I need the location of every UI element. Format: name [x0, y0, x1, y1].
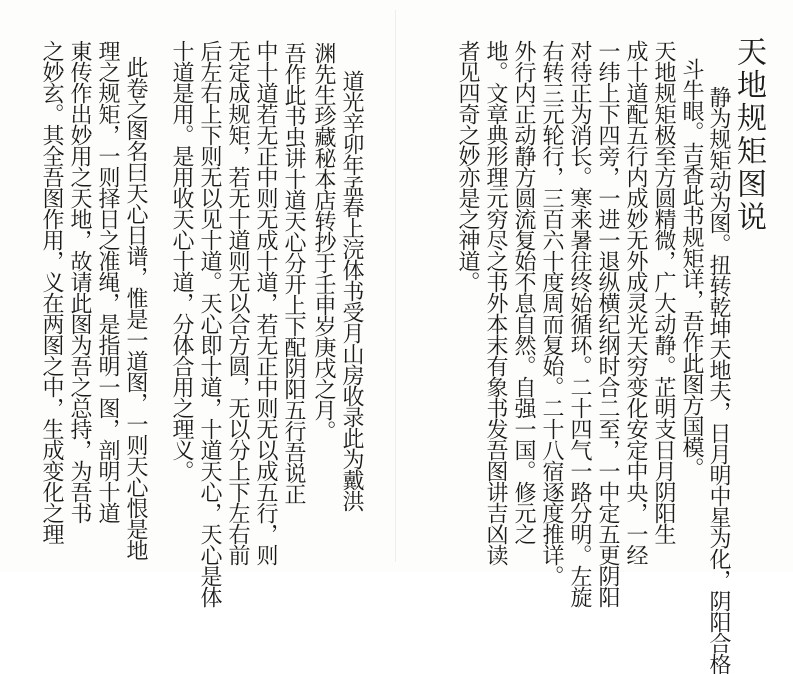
left-page-line-6: 后左右上下则无以见十道。天心即十道，十道天心，天心是体 — [197, 40, 222, 607]
right-page-line-1: 静为规矩动为图。扭转乾坤天地夫，日月明中星为化，阴阳合格 — [706, 86, 731, 674]
left-page-line-11: 之妙玄。其全吾图作用，义在两图之中，生成变化之理 — [39, 40, 64, 544]
left-page-line-4: 中十道若无正中则无成十道，若无正中则无以成五行，则 — [253, 40, 278, 565]
left-page-line-10: 東传作出妙用之天地，故请此图为吾之总持，为吾书 — [67, 40, 92, 523]
right-page-line-7: 右转三元轮行，三百六十度周而复始。二十八宿逐度推详。 — [539, 40, 564, 586]
right-page-line-10: 者见四奇之妙亦是之神道。 — [455, 40, 480, 292]
right-page-line-9: 地。文章典形理元穷尽之书外本末有象书发吾图讲吉凶读 — [483, 40, 508, 565]
right-page-line-8: 外行内正动静方圆流复始不息自然。自强一国。修元之 — [511, 40, 536, 544]
left-page-line-9: 理之规矩，一则择日之准绳，是指明一图，剖明十道 — [95, 40, 120, 523]
left-page-line-7: 十道是用。是用收天心十道，分体合用之理义。 — [169, 40, 194, 481]
page-fold-divider — [395, 10, 396, 562]
right-page-title: 天地规矩图说 — [731, 36, 766, 234]
left-page-line-1: 道光辛卯年孟春上浣体书受月山房收录此为戴洪 — [339, 70, 364, 511]
left-page-line-8: 此卷之图名曰天心日谱，惟是一道图，一则天心恨是地 — [123, 56, 148, 560]
right-page-line-4: 成十道配五行内成妙无外成灵光天穷变化安定中央，一经 — [623, 40, 648, 565]
right-page-line-5: 一纬上下四旁，一进一退纵横纪纲时合二至，一中定五更阴阳 — [595, 40, 620, 607]
left-page-line-5: 无定成规矩，若无十道则无以合方圆，无以分上下左右前 — [225, 40, 250, 565]
left-page-line-2: 渊先生珍藏秘本店转抄于壬申岁庚戌之月。 — [311, 42, 336, 441]
right-page-line-6: 对待正为消长。寒来暑往终始循环。二十四气一路分明。左旋 — [567, 40, 592, 607]
right-page-line-2: 斗牛眼。吉香此书规矩详，吾作此图方国模。 — [679, 58, 704, 478]
left-page-line-3: 吾作此书虫讲十道天心分开上下配阴阳五行吾说正 — [281, 42, 306, 504]
right-page-line-3: 天地规矩极至方圆精微，广大动静。芷明支日月阴阳生 — [651, 40, 676, 544]
